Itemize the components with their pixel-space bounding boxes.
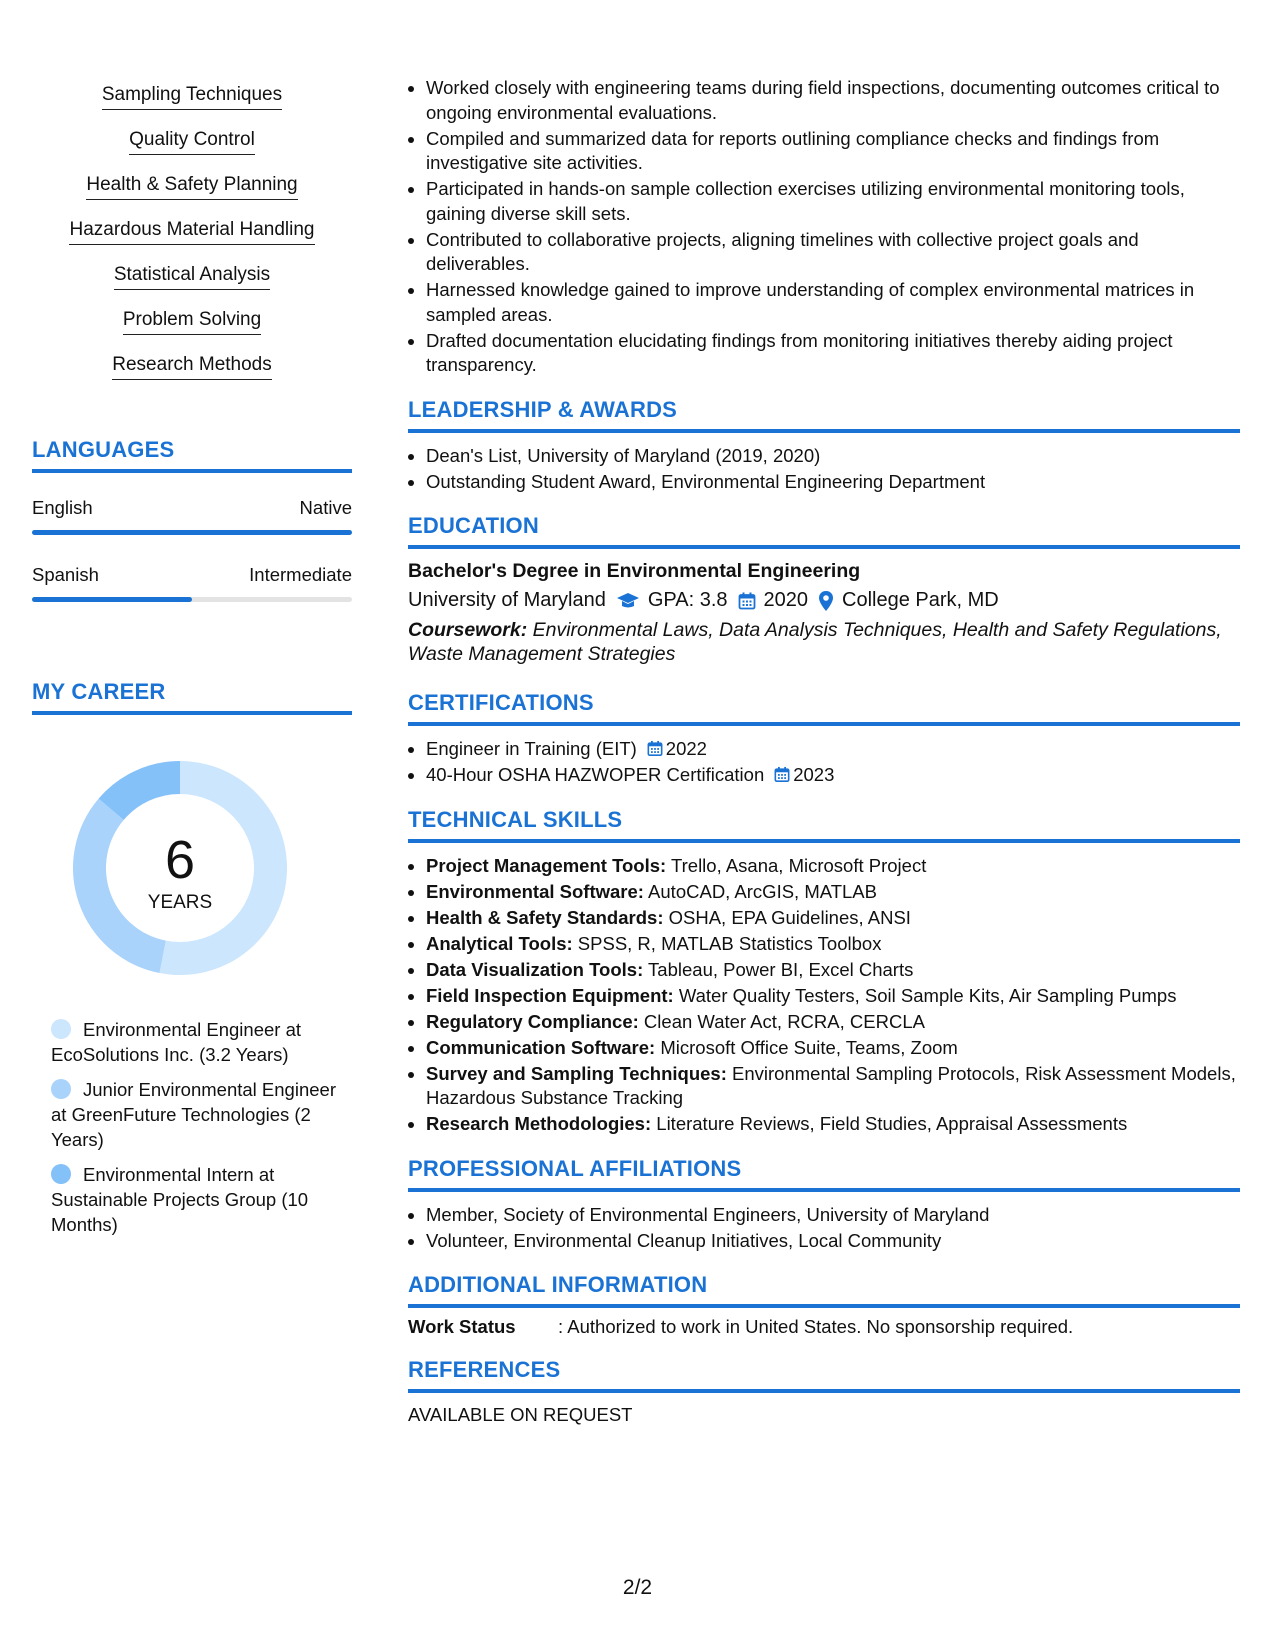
graduation-cap-icon [616,592,640,610]
coursework-label: Coursework: [408,619,528,641]
references-title: REFERENCES [408,1357,1240,1393]
languages-title: LANGUAGES [32,437,352,473]
language-row [32,497,352,519]
legend-dot [51,1079,71,1099]
language-bar-fill [32,530,352,535]
education-section [408,513,1240,666]
legend-item: Environmental Intern at Sustainable Projects Group (10 Months) [51,1164,309,1235]
list-item: • Outstanding Student Award, Environmental Engineering Department [426,470,1240,495]
work-status-value: : Authorized to work in United States. No sponsorship required. [558,1316,1074,1337]
list-item: • Data Visualization Tools: Tableau, Power BI, Excel Charts [426,958,1240,983]
certifications-title: CERTIFICATIONS [408,690,1240,726]
graduation-year: 2020 [763,589,809,611]
career-donut-chart [66,754,294,982]
skill-item: Hazardous Material Handling [32,219,352,264]
additional-info-section [408,1272,1240,1338]
leadership-title: LEADERSHIP & AWARDS [408,397,1240,433]
list-item: • Health & Safety Standards: OSHA, EPA Guidelines, ANSI [426,906,1240,931]
calendar-icon [647,740,663,757]
list-item: • Communication Software: Microsoft Office Suite, Teams, Zoom [426,1036,1240,1061]
list-item: • Research Methodologies: Literature Reviews, Field Studies, Appraisal Assessments [426,1112,1240,1137]
career-title: MY CAREER [32,679,352,715]
skill-item: Problem Solving [32,309,352,354]
skill-item: Quality Control [32,129,352,174]
leadership-section [408,397,1240,495]
career-years-number: 6 [164,830,196,890]
list-item: • Environmental Software: AutoCAD, ArcGIS, MATLAB [426,880,1240,905]
language-level: Native [299,497,352,518]
skill-item: Statistical Analysis [32,264,352,309]
affiliations-section [408,1156,1240,1254]
language-name: English [32,497,93,518]
list-item: • Analytical Tools: SPSS, R, MATLAB Statistics Toolbox [426,932,1240,957]
school-location: College Park, MD [842,589,999,611]
experience-bullets [408,76,1240,378]
language-bar [32,597,352,602]
degree-title: Bachelor's Degree in Environmental Engineering [408,560,861,582]
technical-skills-section [408,807,1240,1137]
list-item: • Dean's List, University of Maryland (2019, 2020) [426,444,1240,469]
skill-item: Research Methods [32,354,352,399]
legend-item: Junior Environmental Engineer at GreenFuture Technologies (2 Years) [51,1079,336,1150]
right-column [408,0,1240,1426]
legend-dot [51,1164,71,1184]
list-item: • Volunteer, Environmental Cleanup Initiatives, Local Community [426,1229,1240,1254]
list-item: • Member, Society of Environmental Engineers, University of Maryland [426,1203,1240,1228]
skill-item: Health & Safety Planning [32,174,352,219]
career-section [32,679,352,1235]
language-name: Spanish [32,564,99,585]
gpa: GPA: 3.8 [647,589,728,611]
experience-section [408,76,1240,378]
affiliations-title: PROFESSIONAL AFFILIATIONS [408,1156,1240,1192]
language-row [32,564,352,586]
certification-item: • 40-Hour OSHA HAZWOPER Certification 2023 [426,763,1240,788]
calendar-icon [774,766,790,783]
work-status-row [408,1316,1240,1338]
technical-skills-title: TECHNICAL SKILLS [408,807,1240,843]
list-item: • Drafted documentation elucidating findings from monitoring initiatives thereby aiding project transparency. [426,329,1240,378]
languages-section [32,437,352,602]
skill-item: Sampling Techniques [32,84,352,129]
career-legend [51,1017,341,1247]
language-level: Intermediate [249,564,352,585]
list-item: • Field Inspection Equipment: Water Quality Testers, Soil Sample Kits, Air Sampling Pumps [426,984,1240,1009]
list-item: • Compiled and summarized data for reports outlining compliance checks and findings from investigative site activities. [426,127,1240,176]
education-title: EDUCATION [408,513,1240,549]
certification-item: • Engineer in Training (EIT) 2022 [426,737,1240,762]
legend-item: Environmental Engineer at EcoSolutions Inc. (3.2 Years) [51,1019,302,1065]
skills-list [32,84,352,399]
references-section [408,1357,1240,1426]
coursework [408,618,1240,666]
references-text: AVAILABLE ON REQUEST [408,1404,633,1425]
list-item: • Worked closely with engineering teams during field inspections, documenting outcomes critical to ongoing environmental evaluations. [426,76,1240,125]
certifications-section [408,690,1240,788]
donut-center [66,754,294,982]
work-status-label: Work Status [408,1316,516,1337]
list-item: • Participated in hands-on sample collection exercises utilizing environmental monitoring tools, gaining diverse skill sets. [426,177,1240,226]
list-item: • Harnessed knowledge gained to improve understanding of complex environmental matrices in sampled areas. [426,278,1240,327]
language-bar-fill [32,597,192,602]
school-name: University of Maryland [408,589,606,611]
list-item: • Regulatory Compliance: Clean Water Act, RCRA, CERCLA [426,1010,1240,1035]
additional-info-title: ADDITIONAL INFORMATION [408,1272,1240,1308]
page-number: 2/2 [622,1576,653,1599]
language-bar [32,530,352,535]
legend-dot [51,1019,71,1039]
location-pin-icon [818,590,834,612]
list-item: • Contributed to collaborative projects, aligning timelines with collective project goals and deliverables. [426,228,1240,277]
list-item: • Project Management Tools: Trello, Asana, Microsoft Project [426,854,1240,879]
list-item: • Survey and Sampling Techniques: Environmental Sampling Protocols, Risk Assessment Models, Hazardous Substance Tracking [426,1062,1240,1111]
coursework-text: Environmental Laws, Data Analysis Techniques, Health and Safety Regulations, Waste Management Strategies [408,619,1222,665]
calendar-icon [738,592,756,610]
education-details [408,589,1240,612]
career-years-unit: YEARS [147,892,213,913]
